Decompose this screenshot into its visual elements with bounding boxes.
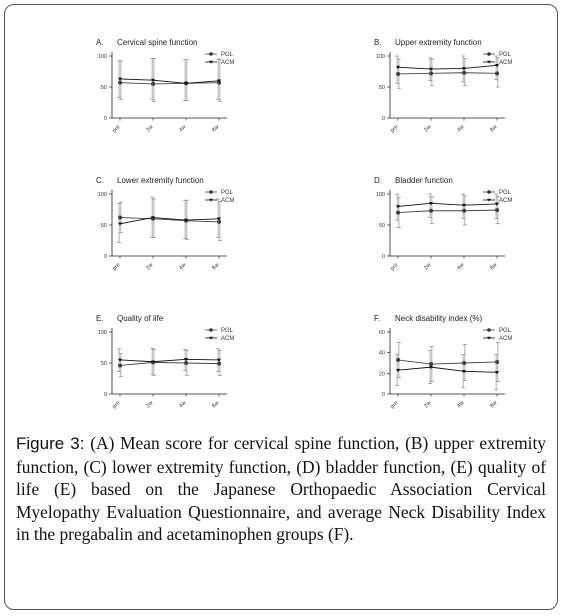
legend-label: ACM (221, 60, 235, 66)
x-tick-label: 2w (423, 262, 433, 272)
data-point-pgl (495, 360, 499, 364)
legend-label: ACM (499, 336, 513, 342)
data-point-pgl (429, 209, 433, 213)
x-tick-label: 2w (145, 262, 155, 272)
chart-title: Quality of life (117, 314, 164, 323)
x-tick-label: 8w (211, 124, 221, 134)
chart-panel-5 (84, 310, 354, 450)
data-point-pgl (118, 363, 122, 367)
legend-marker (209, 52, 213, 56)
x-tick-label: 8w (211, 262, 221, 272)
series-line-pgl (398, 210, 497, 212)
y-tick-label: 60 (378, 330, 385, 336)
legend-label: ACM (499, 198, 513, 204)
y-tick-label: 100 (375, 192, 385, 198)
panel-label: D. (374, 176, 382, 185)
data-point-acm (118, 222, 122, 225)
legend-marker (209, 190, 213, 194)
series-line-acm (398, 367, 497, 372)
legend-marker (209, 328, 213, 332)
x-tick-label: 8w (489, 124, 499, 134)
legend-label: ACM (221, 336, 235, 342)
series-line-acm (120, 359, 219, 361)
chart-panel-3 (84, 172, 354, 312)
data-point-pgl (118, 81, 122, 85)
y-tick-label: 100 (97, 330, 107, 336)
y-tick-label: 20 (378, 371, 385, 378)
panel-label: B. (374, 38, 382, 47)
y-tick-label: 0 (381, 116, 385, 122)
chart-svg (362, 310, 564, 450)
chart-svg (84, 34, 354, 174)
series-line-pgl (120, 83, 219, 84)
chart-title: Lower extremity function (117, 176, 204, 185)
chart-panel-4 (362, 172, 564, 312)
chart-svg (84, 172, 354, 312)
data-point-pgl (396, 72, 400, 76)
y-tick-label: 100 (375, 54, 385, 60)
legend-label: PGL (221, 328, 234, 334)
figure-caption (16, 432, 546, 546)
chart-svg (362, 34, 564, 174)
caption-label: Figure 3: (16, 434, 85, 453)
x-tick-label: pre (389, 124, 400, 135)
series-line-acm (398, 203, 497, 206)
chart-svg (84, 310, 354, 450)
x-tick-label: 2w (145, 124, 155, 134)
y-tick-label: 0 (103, 392, 107, 398)
data-point-pgl (429, 362, 433, 366)
legend-label: PGL (499, 328, 512, 334)
y-tick-label: 100 (97, 192, 107, 198)
chart-svg (362, 172, 564, 312)
data-point-pgl (462, 71, 466, 75)
chart-panel-2 (362, 34, 564, 174)
y-tick-label: 0 (381, 392, 385, 398)
panel-label: C. (96, 176, 104, 185)
y-tick-label: 50 (100, 85, 107, 91)
caption-text: (A) Mean score for cervical spine function, (B) upper extremity function, (C) lower extremity function, (D) bladder function, (E) quality of life (E) based on the Japanese Orthopaedic Association Cervical Myelopathy Evaluation Questionnaire, and average Neck Disability Index in the pregabalin and acetaminophen groups (F). (16, 433, 547, 544)
x-tick-label: 2w (145, 400, 155, 410)
chart-title: Cervical spine function (117, 38, 198, 47)
x-tick-label: 4w (456, 262, 466, 272)
x-tick-label: 4w (456, 400, 466, 410)
y-tick-label: 0 (381, 254, 385, 260)
x-tick-label: pre (111, 262, 122, 273)
data-point-pgl (462, 209, 466, 213)
series-line-acm (398, 65, 497, 69)
chart-panel-6 (362, 310, 564, 450)
data-point-pgl (184, 361, 188, 365)
y-tick-label: 50 (100, 361, 107, 367)
data-point-pgl (396, 211, 400, 215)
data-point-pgl (118, 216, 122, 220)
legend-label: PGL (499, 190, 512, 196)
x-tick-label: 8w (489, 400, 499, 410)
x-tick-label: pre (389, 262, 400, 273)
x-tick-label: 2w (423, 124, 433, 134)
panel-label: A. (96, 38, 104, 47)
y-tick-label: 40 (378, 350, 385, 357)
y-tick-label: 50 (378, 85, 385, 91)
data-point-pgl (495, 208, 499, 212)
series-line-pgl (398, 360, 497, 364)
legend-marker (487, 328, 491, 332)
x-tick-label: pre (389, 400, 400, 411)
panel-label: F. (374, 314, 381, 323)
legend-label: ACM (499, 60, 513, 66)
data-point-pgl (151, 82, 155, 86)
x-tick-label: 2w (423, 400, 433, 410)
chart-panel-1 (84, 34, 354, 174)
legend-marker (487, 52, 491, 56)
series-line-pgl (120, 362, 219, 365)
data-point-pgl (396, 358, 400, 362)
y-tick-label: 0 (103, 254, 107, 260)
y-tick-label: 50 (100, 223, 107, 229)
legend-label: ACM (221, 198, 235, 204)
chart-title: Neck disability index (%) (395, 314, 483, 323)
series-line-pgl (398, 73, 497, 74)
chart-title: Upper extremity function (395, 38, 482, 47)
y-tick-label: 100 (97, 54, 107, 60)
chart-title: Bladder function (395, 176, 453, 185)
x-tick-label: 4w (178, 124, 188, 134)
legend-label: PGL (499, 52, 512, 58)
x-tick-label: 4w (178, 262, 188, 272)
y-tick-label: 0 (103, 116, 107, 122)
data-point-pgl (429, 71, 433, 75)
x-tick-label: 8w (211, 400, 221, 410)
x-tick-label: 4w (178, 400, 188, 410)
x-tick-label: pre (111, 124, 122, 135)
data-point-pgl (217, 362, 221, 366)
x-tick-label: 8w (489, 262, 499, 272)
legend-marker (487, 190, 491, 194)
legend-label: PGL (221, 190, 234, 196)
legend-label: PGL (221, 52, 234, 58)
y-tick-label: 50 (378, 223, 385, 229)
x-tick-label: 4w (456, 124, 466, 134)
data-point-pgl (495, 71, 499, 75)
panel-label: E. (96, 314, 104, 323)
data-point-pgl (462, 361, 466, 365)
x-tick-label: pre (111, 400, 122, 411)
